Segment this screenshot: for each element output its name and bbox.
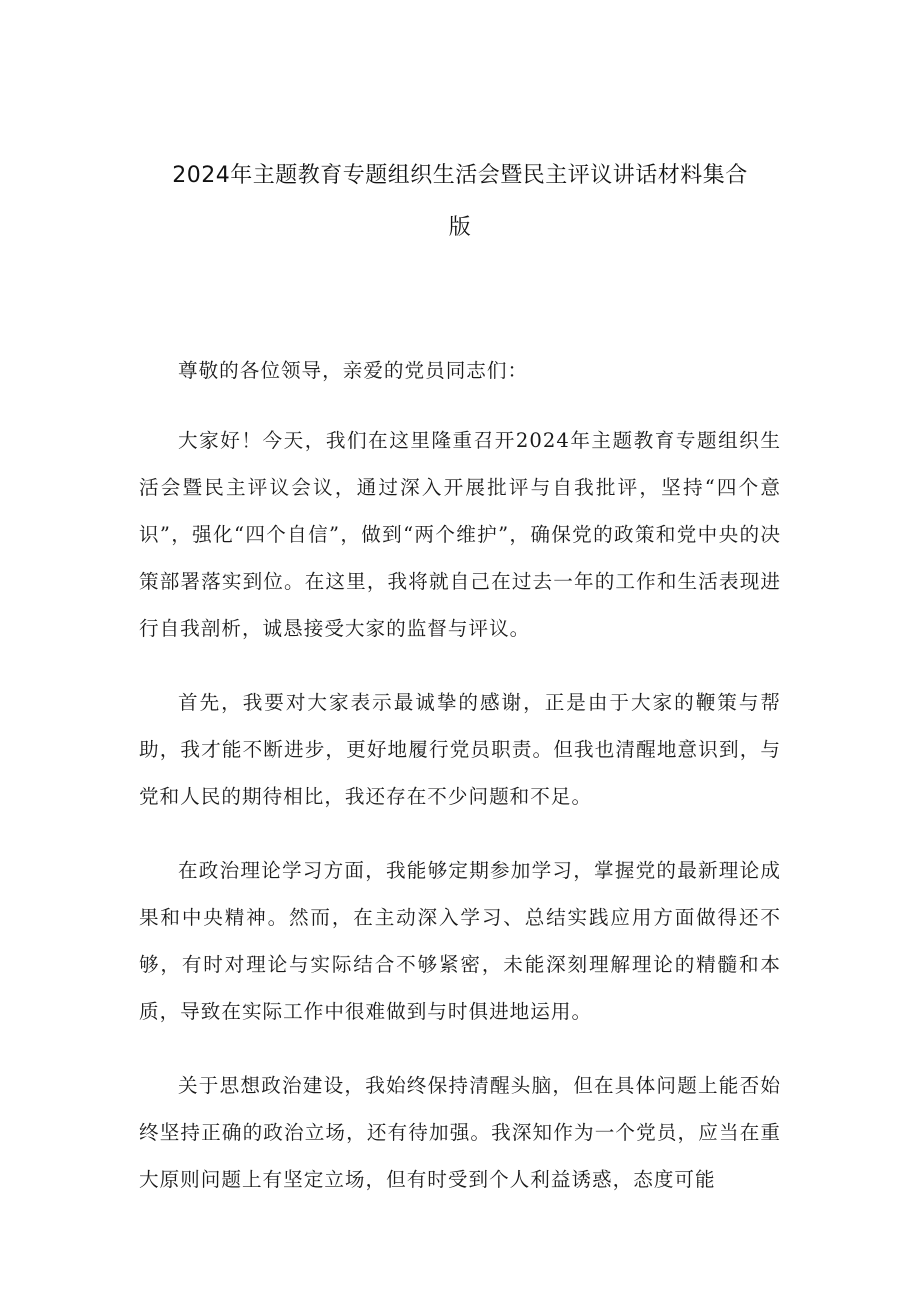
paragraph-gratitude: 首先，我要对大家表示最诚挚的感谢，正是由于大家的鞭策与帮助，我才能不断进步，更好地履行党员职责。但我也清醒地意识到，与党和人民的期待相比，我还存在不少问题和不足。: [139, 691, 781, 808]
salutation: 尊敬的各位领导，亲爱的党员同志们：: [178, 359, 529, 382]
title-line-1: 2024年主题教育专题组织生活会暨民主评议讲话材料集合: [172, 163, 748, 188]
title-line-2: 版: [448, 215, 472, 240]
paragraph-political-building: 关于思想政治建设，我始终保持清醒头脑，但在具体问题上能否始终坚持正确的政治立场，还有待加强。我深知作为一个党员，应当在重大原则问题上有坚定立场，但有时受到个人利益诱惑，态度可能: [139, 1074, 781, 1191]
paragraph-theory-study: 在政治理论学习方面，我能够定期参加学习，掌握党的最新理论成果和中央精神。然而，在主动深入学习、总结实践应用方面做得还不够，有时对理论与实际结合不够紧密，未能深刻理解理论的精髓和本质，导致在实际工作中很难做到与时俱进地运用。: [139, 859, 781, 1023]
paragraph-opening: 大家好！今天，我们在这里隆重召开2024年主题教育专题组织生活会暨民主评议会议，通过深入开展批评与自我批评，坚持“四个意识”，强化“四个自信”，做到“两个维护”，确保党的政策和党中央的决策部署落实到位。在这里，我将就自己在过去一年的工作和生活表现进行自我剖析，诚恳接受大家的监督与评议。: [139, 429, 781, 640]
document-title: [120, 150, 800, 254]
document-body: [139, 347, 781, 1230]
